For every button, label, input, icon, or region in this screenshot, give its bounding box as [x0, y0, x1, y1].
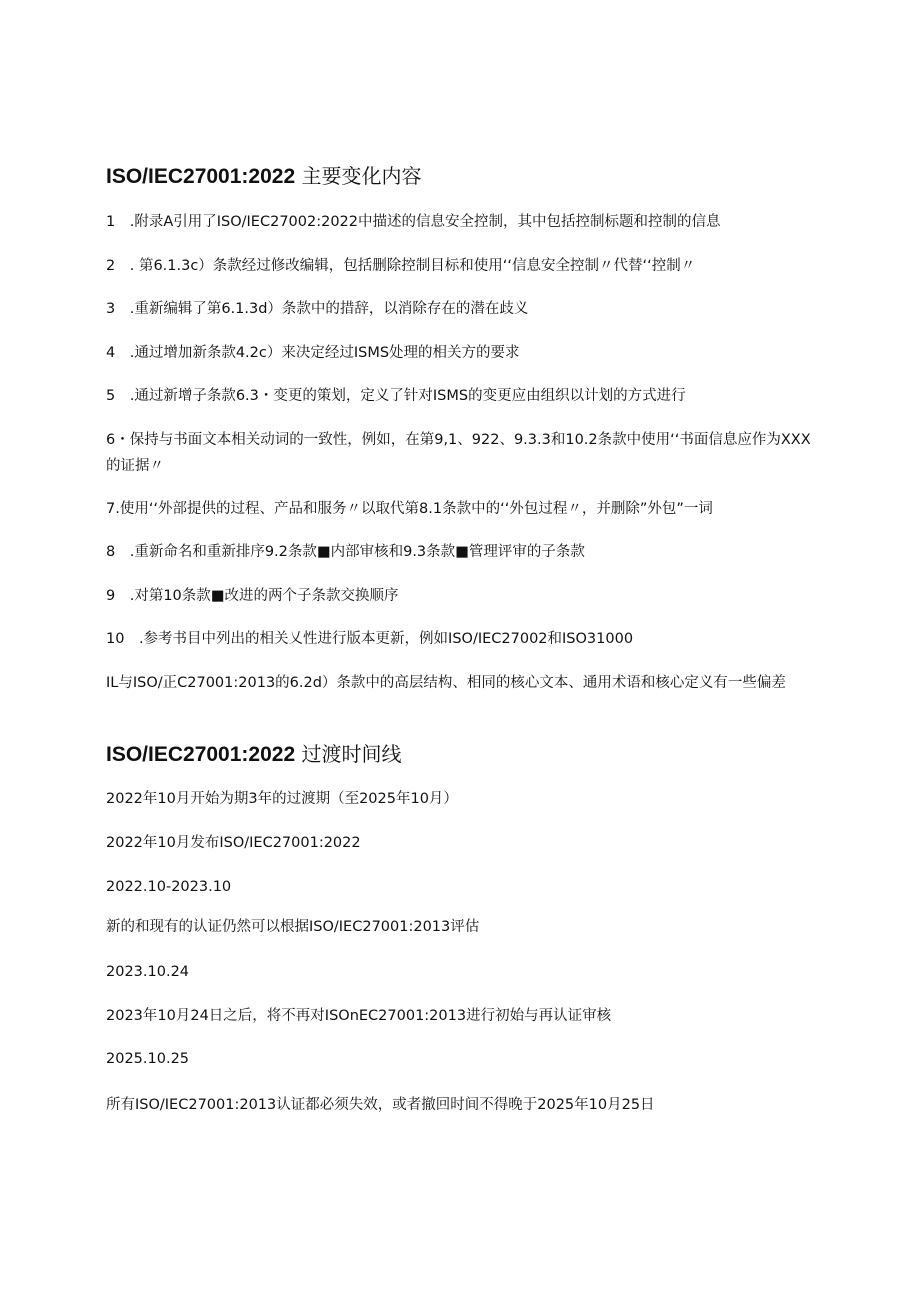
heading-standard-name: ISO/IEC27001:2022 [106, 165, 296, 188]
change-item-3: 3 .重新编辑了第6.1.3d）条款中的措辞，以消除存在的潜在歧义 [106, 301, 529, 317]
timeline-item-3: 新的和现有的认证仍然可以根据ISO/IEC27001:2013评估 [106, 919, 480, 935]
heading-standard-name: ISO/IEC27001:2022 [106, 743, 296, 766]
change-item-1: 1 .附录A引用了ISO/IEC27002:2022中描述的信息安全控制，其中包括控制标题和控制的信息 [106, 214, 721, 230]
timeline-item-5: 所有ISO/IEC27001:2013认证都必须失效，或者撤回时间不得晚于2025年10月25日 [106, 1097, 655, 1113]
change-item-9: 9 .对第10条款■改进的两个子条款交换顺序 [106, 588, 399, 604]
change-item-2: 2 . 第6.1.3c）条款经过修改编辑，包括删除控制目标和使用‘‘信息安全控制〃代替‘‘控制〃 [106, 258, 696, 274]
timeline-item-2: 2022年10月发布ISO/IEC27001:2022 [106, 835, 361, 851]
timeline-date-2: 2023.10.24 [106, 964, 190, 980]
change-item-11: IL与ISO/正C27001:2013的6.2d）条款中的高层结构、相同的核心文本、通用术语和核心定义有一些偏差 [106, 675, 786, 691]
timeline-item-1: 2022年10月开始为期3年的过渡期（至2025年10月） [106, 791, 458, 807]
change-item-10: 10 .参考书目中列出的相关乂性进行版本更新，例如ISO/IEC27002和ISO31000 [106, 631, 634, 647]
heading-title: 主要变化内容 [301, 164, 422, 188]
timeline-item-4: 2023年10月24日之后，将不再对ISOnEC27001:2013进行初始与再认证审核 [106, 1008, 612, 1024]
timeline-date-1: 2022.10-2023.10 [106, 879, 232, 895]
change-item-4: 4 .通过增加新条款4.2c）来决定经过ISMS处理的相关方的要求 [106, 345, 520, 361]
heading-title: 过渡时间线 [301, 742, 402, 766]
change-item-6: 6・保持与书面文本相关动词的一致性，例如，在第9,1、922、9.3.3和10.2条款中使用‘‘书面信息应作为XXX的证据〃 [106, 432, 811, 474]
change-item-7: 7.使用‘‘外部提供的过程、产品和服务〃以取代第8.1条款中的‘‘外包过程〃，并删除”外包”一词 [106, 501, 713, 517]
change-item-5: 5 .通过新增子条款6.3・变更的策划，定义了针对ISMS的变更应由组织以计划的方式进行 [106, 388, 686, 404]
change-item-8: 8 .重新命名和重新排序9.2条款■内部审核和9.3条款■管理评审的子条款 [106, 544, 585, 560]
section-heading-timeline [106, 741, 401, 768]
timeline-date-3: 2025.10.25 [106, 1051, 190, 1067]
section-heading-changes [106, 163, 421, 190]
